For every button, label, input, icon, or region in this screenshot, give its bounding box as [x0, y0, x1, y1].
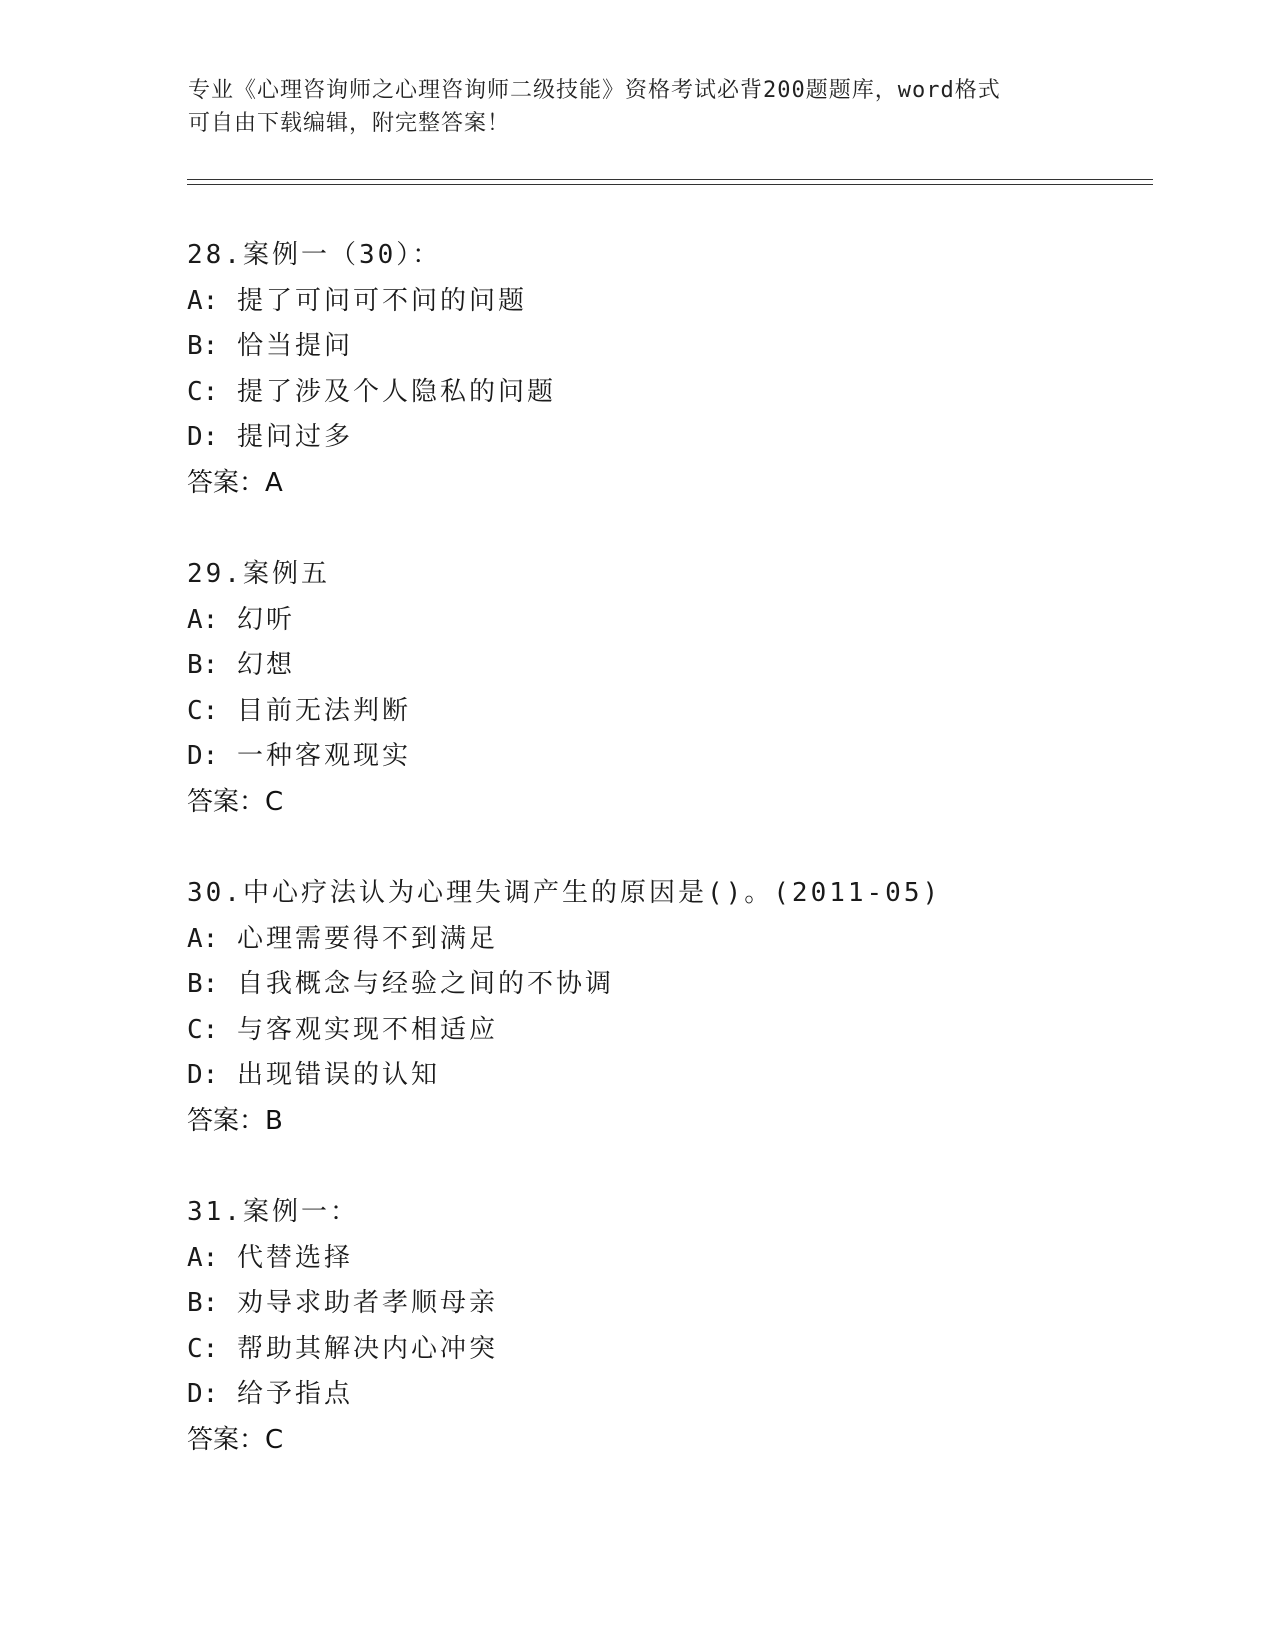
question-item — [187, 871, 1147, 1144]
option-key: C: — [187, 1014, 219, 1045]
option-text: 提了涉及个人隐私的问题 — [236, 376, 556, 407]
option-key: A: — [187, 1242, 219, 1273]
option-key: B: — [187, 1288, 219, 1318]
option-c — [187, 1327, 1147, 1373]
option-a — [187, 1236, 1147, 1282]
question-list — [187, 233, 1147, 1509]
option-text: 劝导求助者孝顺母亲 — [236, 1288, 498, 1318]
option-key: D: — [187, 422, 219, 452]
option-key: B: — [187, 331, 219, 361]
option-text: 自我概念与经验之间的不协调 — [236, 969, 614, 999]
option-text: 幻想 — [236, 650, 295, 680]
option-b — [187, 1281, 1147, 1327]
question-item — [187, 552, 1147, 825]
option-a — [187, 917, 1147, 963]
header-divider-top — [187, 179, 1153, 180]
option-c — [187, 689, 1147, 735]
option-c — [187, 370, 1147, 416]
option-text: 心理需要得不到满足 — [236, 923, 498, 954]
question-item — [187, 233, 1147, 506]
option-text: 出现错误的认知 — [236, 1060, 440, 1090]
option-a — [187, 598, 1147, 644]
option-text: 给予指点 — [236, 1379, 353, 1409]
question-title: 31.案例一： — [187, 1197, 359, 1227]
option-b — [187, 324, 1147, 370]
question-title: 29.案例五 — [187, 559, 330, 589]
option-key: D: — [187, 1060, 219, 1090]
option-c — [187, 1008, 1147, 1054]
option-key: B: — [187, 650, 219, 680]
answer-line: 答案：C — [187, 786, 284, 817]
option-key: C: — [187, 1333, 219, 1364]
header-line-2: 可自由下载编辑，附完整答案！ — [188, 111, 511, 136]
option-text: 一种客观现实 — [236, 741, 411, 771]
option-b — [187, 962, 1147, 1008]
question-title: 30.中心疗法认为心理失调产生的原因是()。(2011-05) — [187, 878, 942, 908]
option-key: D: — [187, 1379, 219, 1409]
option-key: D: — [187, 741, 219, 771]
option-key: B: — [187, 969, 219, 999]
option-d — [187, 415, 1147, 461]
option-text: 恰当提问 — [236, 331, 353, 361]
option-text: 提了可问可不问的问题 — [236, 285, 527, 316]
header-line-1: 专业《心理咨询师之心理咨询师二级技能》资格考试必背200题题库，word格式 — [188, 78, 1001, 103]
question-item — [187, 1190, 1147, 1463]
answer-line: 答案：C — [187, 1424, 284, 1455]
option-text: 幻听 — [236, 604, 295, 635]
option-text: 帮助其解决内心冲突 — [236, 1333, 498, 1364]
option-d — [187, 1372, 1147, 1418]
document-header — [188, 74, 1088, 140]
option-text: 目前无法判断 — [236, 695, 411, 726]
option-key: C: — [187, 376, 219, 407]
option-key: A: — [187, 923, 219, 954]
option-d — [187, 1053, 1147, 1099]
header-divider-bottom — [187, 184, 1153, 185]
option-key: A: — [187, 604, 219, 635]
option-key: A: — [187, 285, 219, 316]
option-key: C: — [187, 695, 219, 726]
answer-line: 答案：B — [187, 1105, 283, 1136]
answer-line: 答案：A — [187, 467, 283, 498]
question-title: 28.案例一（30）： — [187, 240, 442, 270]
option-text: 代替选择 — [236, 1242, 353, 1273]
option-text: 提问过多 — [236, 422, 353, 452]
option-a — [187, 279, 1147, 325]
option-d — [187, 734, 1147, 780]
option-text: 与客观实现不相适应 — [236, 1014, 498, 1045]
option-b — [187, 643, 1147, 689]
